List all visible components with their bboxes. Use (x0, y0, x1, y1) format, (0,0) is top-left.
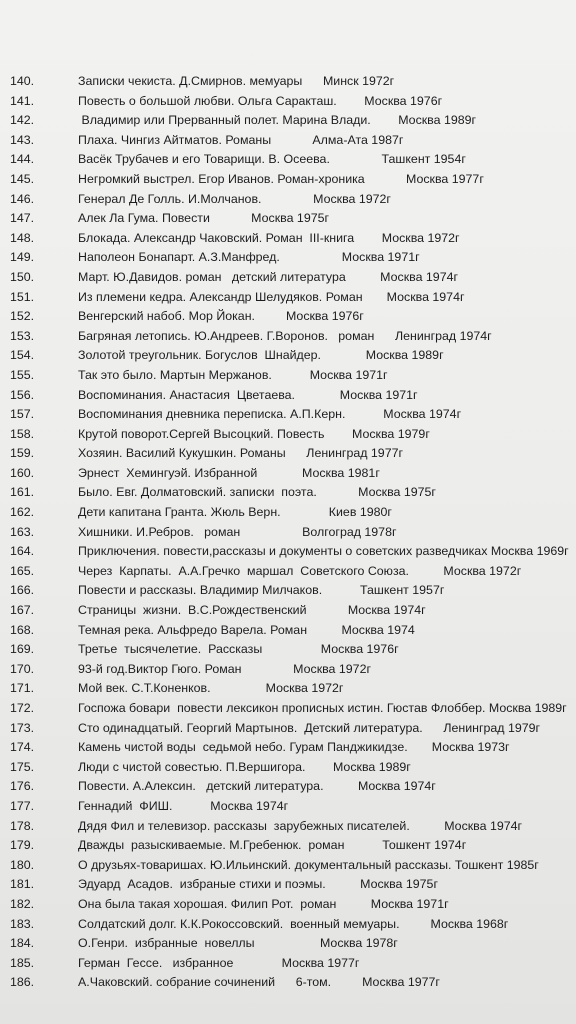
list-item (0, 150, 576, 170)
item-number: 166. (10, 583, 35, 598)
item-text: Из племени кедра. Александр Шелудяков. Роман Москва 1974г (78, 289, 465, 304)
item-text: Повесть о большой любви. Ольга Саракташ. Москва 1976г (78, 93, 443, 108)
list-item (0, 327, 576, 347)
list-item (0, 405, 576, 425)
item-number: 181. (10, 877, 35, 892)
item-number: 144. (10, 152, 35, 167)
item-number: 159. (10, 446, 35, 461)
item-text: Дети капитана Гранта. Жюль Верн. Киев 1980г (78, 505, 392, 520)
list-item (0, 542, 576, 562)
item-text: Герман Гессе. избранное Москва 1977г (78, 955, 360, 970)
list-item (0, 856, 576, 876)
item-text: Генерал Де Голль. И.Молчанов. Москва 1972г (78, 191, 391, 206)
item-number: 161. (10, 485, 35, 500)
item-number: 182. (10, 896, 35, 911)
list-item (0, 92, 576, 112)
item-number: 165. (10, 563, 35, 578)
list-item (0, 229, 576, 249)
list-item (0, 640, 576, 660)
item-text: Повести. А.Алексин. детский литература. Москва 1974г (78, 779, 436, 794)
item-text: Темная река. Альфредо Варела. Роман Москва 1974 (78, 622, 415, 637)
item-number: 162. (10, 505, 35, 520)
list-item (0, 346, 576, 366)
item-number: 156. (10, 387, 35, 402)
item-number: 176. (10, 779, 35, 794)
list-item (0, 386, 576, 406)
item-text: Золотой треугольник. Богуслов Шнайдер. Москва 1989г (78, 348, 444, 363)
item-number: 155. (10, 367, 35, 382)
list-item (0, 679, 576, 699)
item-text: Хозяин. Василий Кукушкин. Романы Ленинград 1977г (78, 446, 403, 461)
list-item (0, 758, 576, 778)
book-list (0, 72, 576, 993)
item-text: Записки чекиста. Д.Смирнов. мемуары Минск 1972г (78, 74, 395, 88)
list-item (0, 72, 576, 92)
item-number: 168. (10, 622, 35, 637)
item-number: 177. (10, 798, 35, 813)
list-item (0, 915, 576, 935)
item-number: 141. (10, 93, 35, 108)
item-text: Дядя Фил и телевизор. рассказы зарубежных писателей. Москва 1974г (78, 818, 523, 833)
item-number: 148. (10, 230, 35, 245)
item-number: 142. (10, 113, 35, 128)
item-text: Воспоминания дневника переписка. А.П.Керн. Москва 1974г (78, 407, 462, 422)
list-item (0, 464, 576, 484)
item-text: Дважды разыскиваемые. М.Гребенюк. роман Тошкент 1974г (78, 838, 467, 853)
item-number: 140. (10, 74, 35, 88)
item-text: Алек Ла Гума. Повести Москва 1975г (78, 211, 330, 226)
item-text: Венгерский набоб. Мор Йокан. Москва 1976г (78, 309, 364, 324)
item-text: Плаха. Чингиз Айтматов. Романы Алма-Ата 1987г (78, 132, 404, 147)
item-number: 179. (10, 838, 35, 853)
item-number: 185. (10, 955, 35, 970)
list-item (0, 425, 576, 445)
list-item (0, 719, 576, 739)
item-number: 154. (10, 348, 35, 363)
list-item (0, 875, 576, 895)
item-text: О друзьях-товаришах. Ю.Ильинский. документальный рассказы. Тошкент 1985г (78, 857, 539, 872)
list-item (0, 288, 576, 308)
item-text: Так это было. Мартын Мержанов. Москва 1971г (78, 367, 388, 382)
list-item (0, 209, 576, 229)
item-number: 143. (10, 132, 35, 147)
item-text: Васёк Трубачев и его Товарищи. В. Осеева. Ташкент 1954г (78, 152, 466, 167)
list-item (0, 562, 576, 582)
item-text: А.Чаковский. собрание сочинений 6-том. Москва 1977г (78, 975, 440, 990)
list-item (0, 248, 576, 268)
list-item (0, 777, 576, 797)
item-text: Приключения. повести,рассказы и документы о советских разведчиках Москва 1969г (78, 544, 569, 559)
item-number: 170. (10, 661, 35, 676)
list-item (0, 954, 576, 974)
item-number: 186. (10, 975, 35, 990)
item-text: Мой век. С.Т.Коненков. Москва 1972г (78, 681, 344, 696)
item-text: Через Карпаты. А.А.Гречко маршал Советского Союза. Москва 1972г (78, 563, 522, 578)
item-number: 167. (10, 603, 35, 618)
list-item (0, 483, 576, 503)
item-text: Страницы жизни. В.С.Рождественский Москва 1974г (78, 603, 426, 618)
list-item (0, 170, 576, 190)
item-text: Сто одинадцатый. Георгий Мартынов. Детский литература. Ленинград 1979г (78, 720, 541, 735)
item-number: 145. (10, 171, 35, 186)
item-text: 93-й год.Виктор Гюго. Роман Москва 1972г (78, 661, 371, 676)
list-item (0, 660, 576, 680)
list-item (0, 797, 576, 817)
item-text: Люди с чистой совестью. П.Вершигора. Москва 1989г (78, 759, 411, 774)
item-text: Воспоминания. Анастасия Цветаева. Москва 1971г (78, 387, 418, 402)
item-text: Эдуард Асадов. избраные стихи и поэмы. Москва 1975г (78, 877, 438, 892)
item-text: Крутой поворот.Сергей Высоцкий. Повесть Москва 1979г (78, 426, 430, 441)
item-text: Багряная летопись. Ю.Андреев. Г.Воронов. роман Ленинград 1974г (78, 328, 492, 343)
list-item (0, 268, 576, 288)
item-text: Солдатский долг. К.К.Рокоссовский. военный мемуары. Москва 1968г (78, 916, 509, 931)
item-text: О.Генри. избранные новеллы Москва 1978г (78, 936, 398, 951)
item-number: 157. (10, 407, 35, 422)
list-item (0, 444, 576, 464)
item-text: Хишники. И.Ребров. роман Волгоград 1978г (78, 524, 397, 539)
item-number: 175. (10, 759, 35, 774)
item-number: 171. (10, 681, 35, 696)
item-number: 149. (10, 250, 35, 265)
item-text: Госпожа бовари повести лексикон прописных истин. Гюстав Флоббер. Москва 1989г (78, 701, 567, 715)
list-item (0, 934, 576, 954)
list-item (0, 895, 576, 915)
item-number: 174. (10, 740, 35, 755)
list-item (0, 621, 576, 641)
item-number: 153. (10, 328, 35, 343)
list-item (0, 366, 576, 386)
item-number: 151. (10, 289, 35, 304)
item-text: Было. Евг. Долматовский. записки поэта. Москва 1975г (78, 485, 436, 500)
item-text: Она была такая хорошая. Филип Рот. роман Москва 1971г (78, 896, 449, 911)
item-number: 163. (10, 524, 35, 539)
item-number: 150. (10, 269, 35, 284)
list-item (0, 581, 576, 601)
item-text: Камень чистой воды седьмой небо. Гурам Панджикидзе. Москва 1973г (78, 740, 510, 755)
item-text: Владимир или Прерванный полет. Марина Влади. Москва 1989г (78, 113, 477, 128)
item-text: Блокада. Александр Чаковский. Роман III-книга Москва 1972г (78, 230, 460, 245)
list-item (0, 836, 576, 856)
item-number: 152. (10, 309, 35, 324)
item-number: 164. (10, 544, 35, 559)
item-number: 172. (10, 701, 35, 715)
item-number: 169. (10, 642, 35, 657)
list-item (0, 523, 576, 543)
item-number: 184. (10, 936, 35, 951)
item-text: Эрнест Хемингуэй. Избранной Москва 1981г (78, 465, 380, 480)
list-item (0, 699, 576, 719)
item-text: Повести и рассказы. Владимир Милчаков. Ташкент 1957г (78, 583, 445, 598)
list-item (0, 738, 576, 758)
item-text: Март. Ю.Давидов. роман детский литература Москва 1974г (78, 269, 458, 284)
list-item (0, 973, 576, 993)
item-text: Третье тысячелетие. Рассказы Москва 1976г (78, 642, 399, 657)
item-number: 173. (10, 720, 35, 735)
list-item (0, 503, 576, 523)
list-item (0, 817, 576, 837)
item-number: 147. (10, 211, 35, 226)
list-item (0, 190, 576, 210)
list-item (0, 307, 576, 327)
item-text: Негромкий выстрел. Егор Иванов. Роман-хроника Москва 1977г (78, 171, 484, 186)
item-text: Геннадий ФИШ. Москва 1974г (78, 798, 289, 813)
list-item (0, 131, 576, 151)
list-item (0, 601, 576, 621)
item-number: 178. (10, 818, 35, 833)
item-number: 158. (10, 426, 35, 441)
list-item (0, 111, 576, 131)
item-text: Наполеон Бонапарт. А.З.Манфред. Москва 1971г (78, 250, 420, 265)
item-number: 160. (10, 465, 35, 480)
item-number: 180. (10, 857, 35, 872)
item-number: 146. (10, 191, 35, 206)
item-number: 183. (10, 916, 35, 931)
